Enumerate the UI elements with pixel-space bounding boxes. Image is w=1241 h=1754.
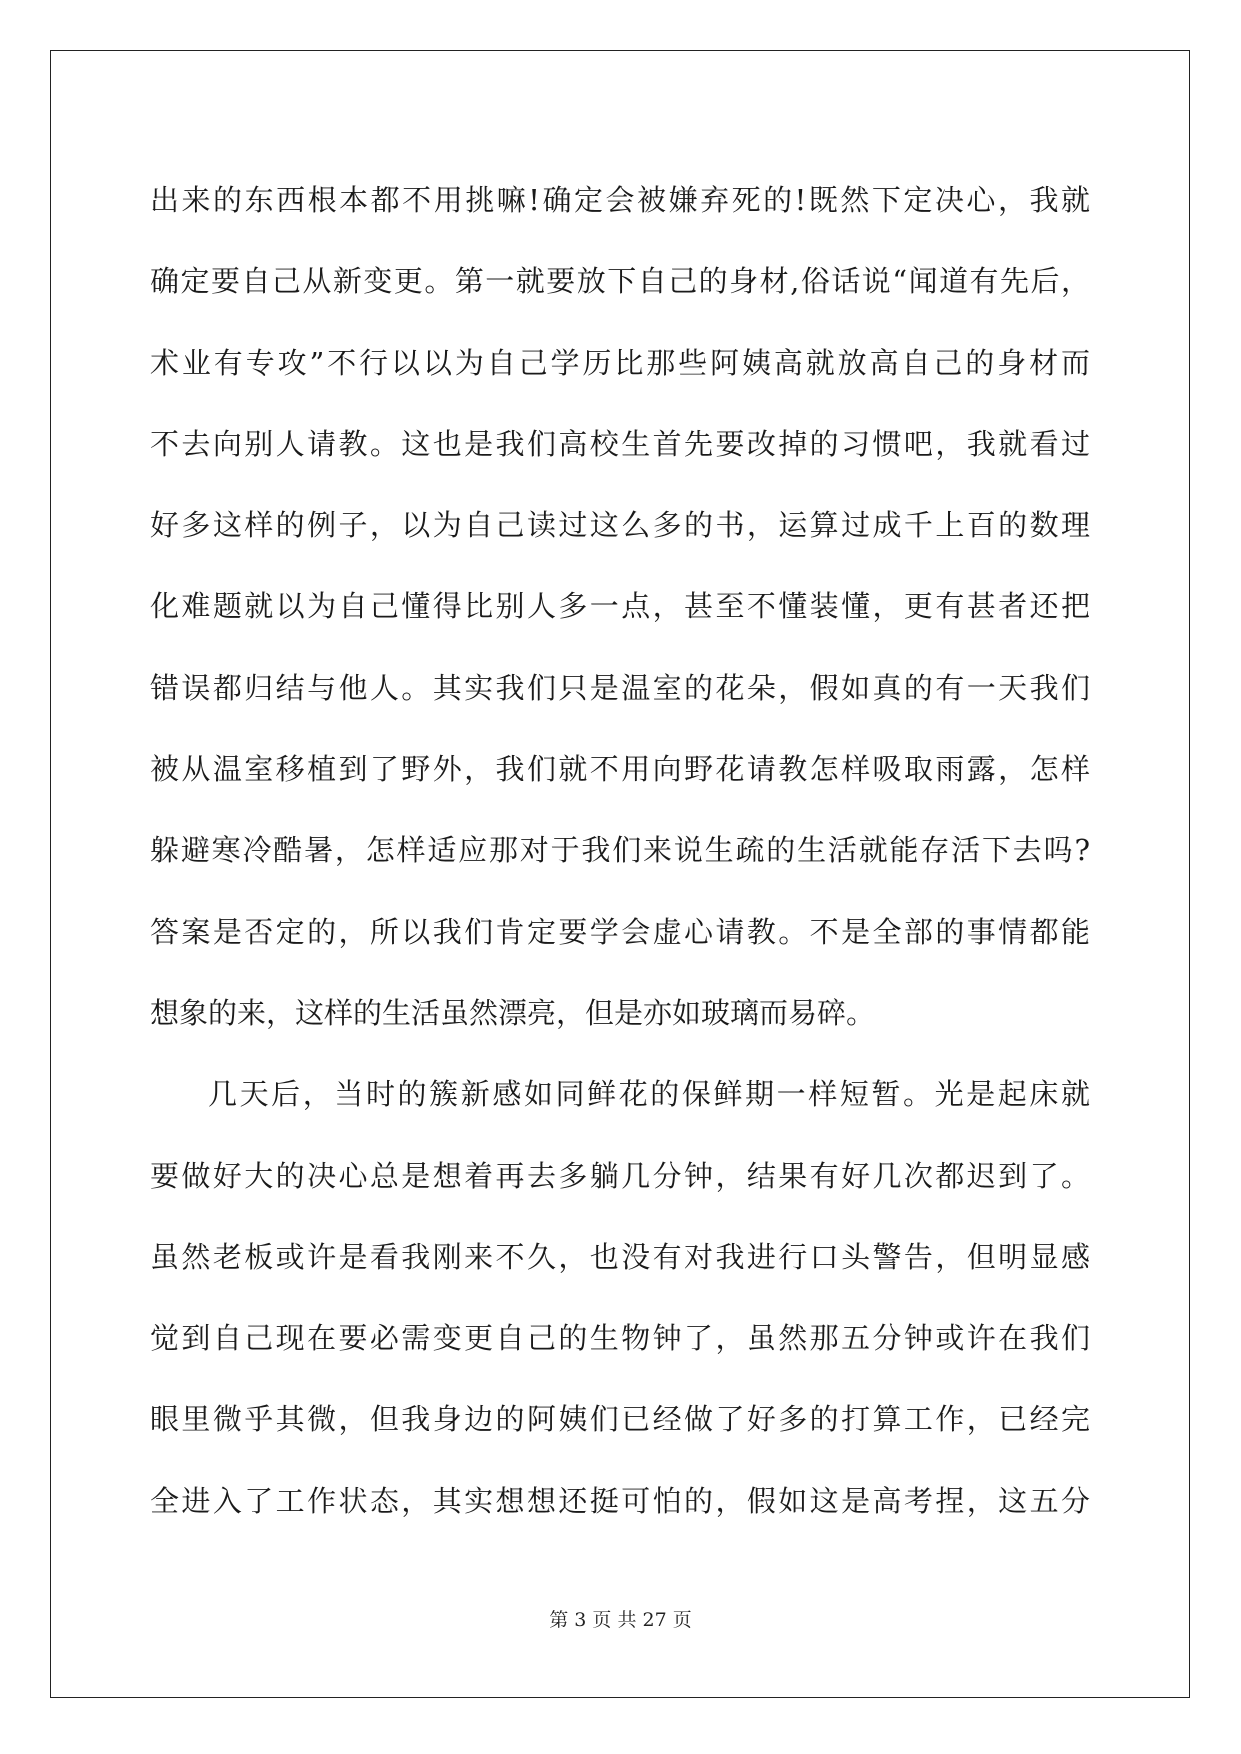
document-body — [150, 160, 1090, 1542]
text-line: 全进入了工作状态，其实想想还挺可怕的，假如这是高考捏，这五分 — [150, 1483, 1090, 1518]
text-line: 好多这样的例子，以为自己读过这么多的书，运算过成千上百的数理 — [150, 508, 1090, 543]
text-line: 化难题就以为自己懂得比别人多一点，甚至不懂装懂，更有甚者还把 — [150, 589, 1090, 624]
paragraph-start-line: 几天后，当时的簇新感如同鲜花的保鲜期一样短暂。光是起床就 — [208, 1077, 1090, 1112]
text-line: 觉到自己现在要必需变更自己的生物钟了，虽然那五分钟或许在我们 — [150, 1321, 1090, 1356]
paragraph-end-line: 想象的来，这样的生活虽然漂亮，但是亦如玻璃而易碎。 — [150, 995, 876, 1030]
text-line: 术业有专攻”不行以以为自己学历比那些阿姨高就放高自己的身材而 — [150, 345, 1090, 380]
text-line: 要做好大的决心总是想着再去多躺几分钟，结果有好几次都迟到了。 — [150, 1158, 1090, 1193]
text-line: 眼里微乎其微，但我身边的阿姨们已经做了好多的打算工作，已经完 — [150, 1402, 1090, 1437]
text-line: 虽然老板或许是看我刚来不久，也没有对我进行口头警告，但明显感 — [150, 1239, 1090, 1274]
text-line: 答案是否定的，所以我们肯定要学会虚心请教。不是全部的事情都能 — [150, 914, 1090, 949]
text-line: 被从温室移植到了野外，我们就不用向野花请教怎样吸取雨露，怎样 — [150, 752, 1090, 787]
text-line: 不去向别人请教。这也是我们高校生首先要改掉的习惯吧，我就看过 — [150, 426, 1090, 461]
text-line: 确定要自己从新变更。第一就要放下自己的身材,俗话说“闻道有先后， — [150, 264, 1090, 299]
text-line: 出来的东西根本都不用挑嘛!确定会被嫌弃死的!既然下定决心，我就 — [150, 183, 1090, 217]
page-number-footer: 第 3 页 共 27 页 — [549, 1609, 692, 1631]
text-line: 躲避寒冷酷暑，怎样适应那对于我们来说生疏的生活就能存活下去吗? — [150, 833, 1090, 868]
text-line: 错误都归结与他人。其实我们只是温室的花朵，假如真的有一天我们 — [150, 670, 1090, 705]
